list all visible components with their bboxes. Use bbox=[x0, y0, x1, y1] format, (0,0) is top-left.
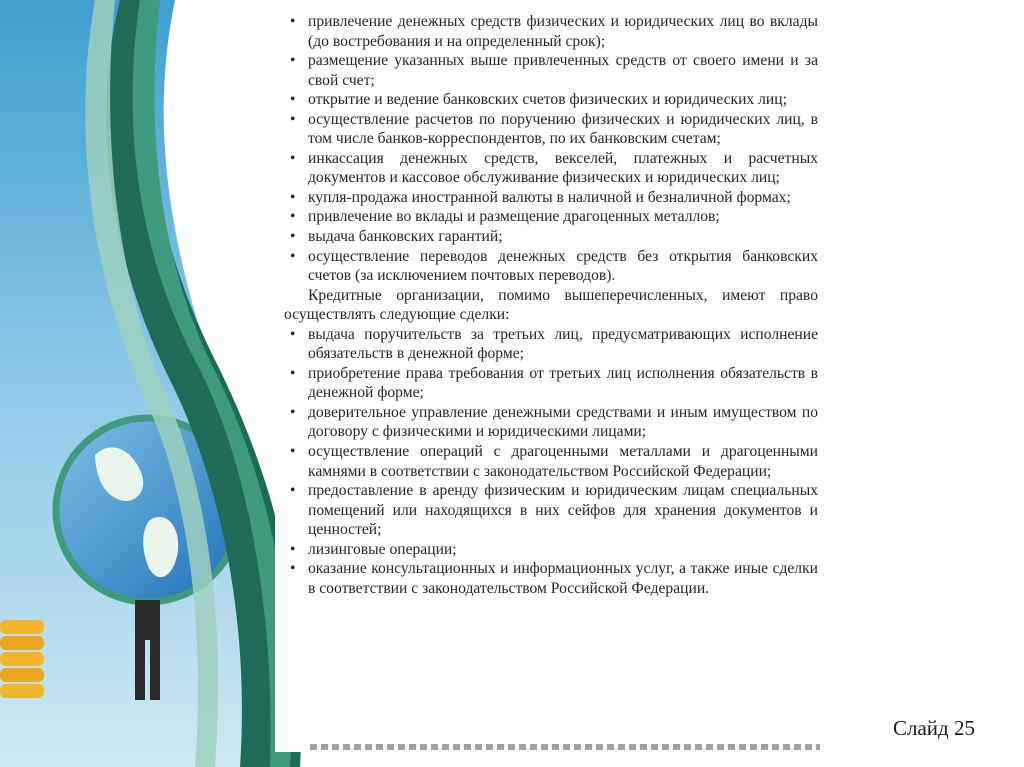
list-item-text: осуществление расчетов по поручению физических и юридических лиц, в том числе банков-корреспондентов, по их банковским счетам; bbox=[308, 110, 818, 148]
list-item bbox=[284, 227, 818, 247]
list-item-text: оказание консультационных и информационных услуг, а также иные сделки в соответствии с законодательством Российской Федерации. bbox=[308, 560, 818, 597]
list-item bbox=[284, 90, 818, 110]
bullet-icon: • bbox=[290, 540, 296, 558]
bullet-icon: • bbox=[290, 482, 296, 500]
list-item bbox=[284, 540, 818, 560]
list-item-text: выдача банковских гарантий; bbox=[308, 228, 503, 246]
list-item-text: привлечение денежных средств физических и юридических лиц во вклады (до востребования и на определенный срок); bbox=[308, 13, 818, 50]
list-item-text: доверительное управление денежными средствами и иным имуществом по договору с физическими и юридическими лицами; bbox=[308, 403, 818, 441]
bullet-icon: • bbox=[290, 52, 296, 70]
list-item bbox=[284, 110, 818, 149]
list-item bbox=[284, 51, 818, 90]
list-item-text: выдача поручительств за третьих лиц, предусматривающих исполнение обязательств в денежной форме; bbox=[308, 325, 818, 363]
bullet-list-operations bbox=[284, 12, 818, 286]
list-item-text: привлечение во вклады и размещение драгоценных металлов; bbox=[308, 208, 720, 226]
list-item-text: размещение указанных выше привлеченных средств от своего имени и за свой счет; bbox=[308, 52, 818, 89]
list-item bbox=[284, 247, 818, 286]
list-item bbox=[284, 207, 818, 227]
bullet-icon: • bbox=[290, 560, 296, 578]
list-item bbox=[284, 364, 818, 403]
list-item-text: осуществление переводов денежных средств без открытия банковских счетов (за исключением почтовых переводов). bbox=[308, 247, 818, 285]
list-item-text: открытие и ведение банковских счетов физических и юридических лиц; bbox=[308, 91, 787, 109]
bullet-icon: • bbox=[290, 13, 296, 30]
list-item bbox=[284, 442, 818, 481]
list-item bbox=[284, 188, 818, 208]
list-item bbox=[284, 149, 818, 188]
bullet-icon: • bbox=[290, 188, 296, 206]
list-item bbox=[284, 325, 818, 364]
bullet-icon: • bbox=[290, 403, 296, 421]
list-item-text: приобретение права требования от третьих лиц исполнения обязательств в денежной форме; bbox=[308, 364, 818, 402]
list-item bbox=[284, 12, 818, 51]
list-item bbox=[284, 403, 818, 442]
bullet-icon: • bbox=[290, 325, 296, 343]
coin-stack-icon bbox=[0, 620, 44, 698]
document-text bbox=[284, 12, 818, 598]
list-item-text: осуществление операций с драгоценными металлами и драгоценными камнями в соответствии с законодательством Российской Федерации; bbox=[308, 443, 818, 480]
bullet-icon: • bbox=[290, 149, 296, 167]
bullet-icon: • bbox=[290, 228, 296, 246]
bullet-icon: • bbox=[290, 443, 296, 461]
list-item-text: предоставление в аренду физическим и юридическим лицам специальных помещений или находящихся в них сейфов для хранения документов и ценностей; bbox=[308, 482, 818, 539]
bullet-icon: • bbox=[290, 364, 296, 382]
bullet-icon: • bbox=[290, 91, 296, 109]
list-item-text: купля-продажа иностранной валюты в наличной и безналичной формах; bbox=[308, 188, 791, 206]
bullet-list-transactions bbox=[284, 325, 818, 599]
bullet-icon: • bbox=[290, 110, 296, 128]
paragraph-credit-organizations: Кредитные организации, помимо вышеперечисленных, имеют право осуществлять следующие сделки: bbox=[284, 286, 818, 324]
list-item-text: лизинговые операции; bbox=[308, 540, 457, 558]
bullet-icon: • bbox=[290, 208, 296, 226]
cut-off-text-line bbox=[310, 744, 820, 750]
list-item-text: инкассация денежных средств, векселей, платежных и расчетных документов и кассовое обслуживание физических и юридических лиц; bbox=[308, 149, 818, 187]
slide-number: Слайд 25 bbox=[893, 716, 975, 740]
list-item bbox=[284, 481, 818, 540]
list-item bbox=[284, 559, 818, 598]
bullet-icon: • bbox=[290, 247, 296, 265]
